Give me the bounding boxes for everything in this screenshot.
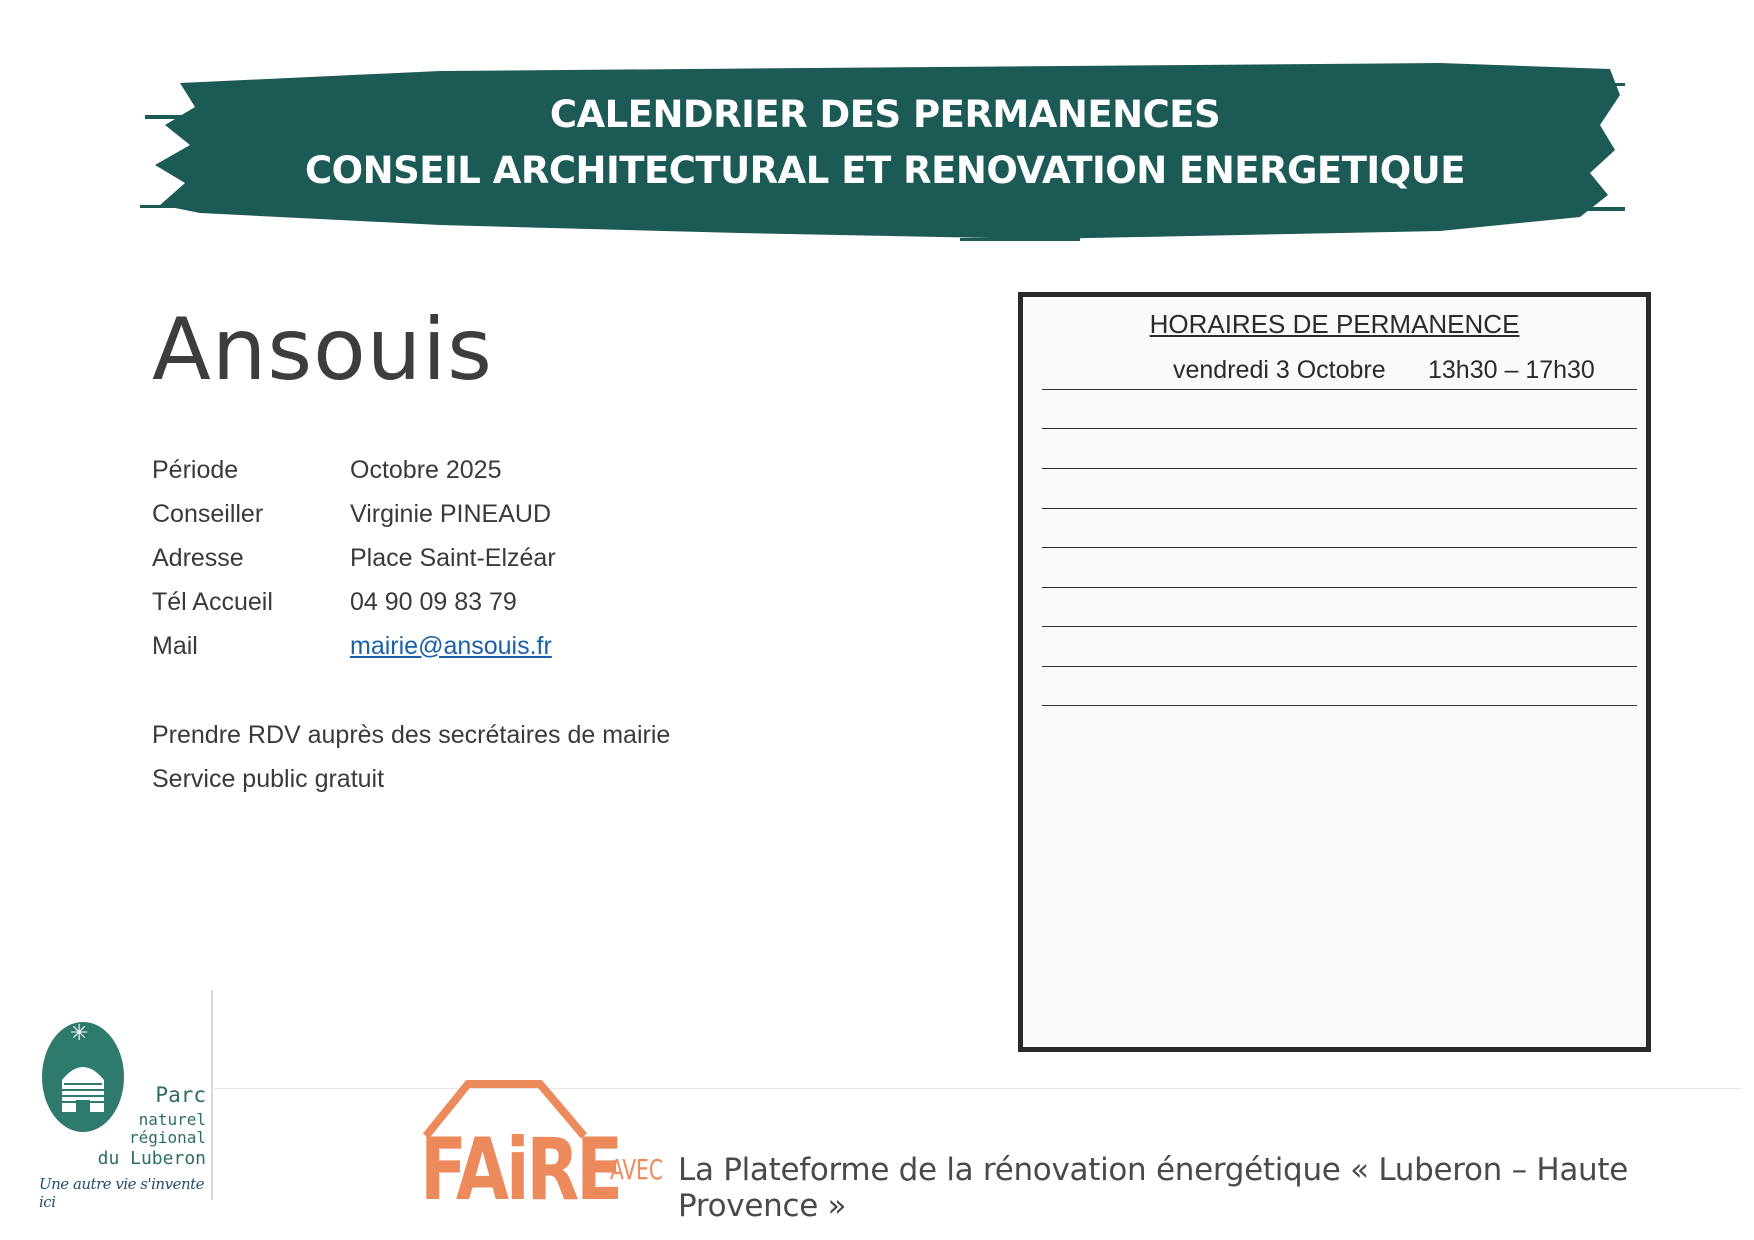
email-link[interactable]: mairie@ansouis.fr <box>350 631 552 660</box>
info-label: Mail <box>152 631 198 660</box>
info-row-adresse <box>152 536 556 580</box>
schedule-row-empty <box>1042 510 1637 548</box>
info-table <box>152 448 556 668</box>
info-value: Octobre 2025 <box>350 455 502 484</box>
info-row-conseiller <box>152 492 556 536</box>
platform-text: La Plateforme de la rénovation énergétique « Luberon – Haute Provence » <box>678 1152 1629 1224</box>
parc-luberon-logo <box>36 1012 206 1211</box>
schedule-row <box>1042 352 1637 390</box>
parc-luberon-logo-icon <box>40 1012 130 1132</box>
avec-label: AVEC <box>610 1153 663 1186</box>
footer-vertical-divider <box>211 990 213 1200</box>
info-label: Période <box>152 455 239 484</box>
schedule-box <box>1018 292 1651 1052</box>
schedule-row-empty <box>1042 629 1637 667</box>
header-banner <box>140 55 1630 245</box>
schedule-time: 13h30 – 17h30 <box>1428 356 1595 384</box>
info-row-tel <box>152 580 556 624</box>
info-value: Place Saint-Elzéar <box>350 543 556 572</box>
schedule-row-empty <box>1042 471 1637 509</box>
info-label: Adresse <box>152 543 244 572</box>
city-name: Ansouis <box>152 300 493 400</box>
banner-title-line-2: CONSEIL ARCHITECTURAL ET RENOVATION ENERGETIQUE <box>305 149 1465 192</box>
schedule-row-empty <box>1042 589 1637 627</box>
parc-text-2: naturel <box>138 1110 206 1129</box>
schedule-title: HORAIRES DE PERMANENCE <box>1149 309 1520 339</box>
info-row-mail <box>152 624 556 668</box>
note-rdv: Prendre RDV auprès des secrétaires de mairie <box>152 720 671 749</box>
schedule-row-empty <box>1042 391 1637 429</box>
parc-text-4: du Luberon <box>97 1148 206 1169</box>
parc-text-3: régional <box>128 1128 206 1147</box>
schedule-row-empty <box>1042 550 1637 588</box>
banner-title-line-1: CALENDRIER DES PERMANENCES <box>549 93 1221 136</box>
parc-tagline: Une autre vie s'invente ici <box>39 1175 205 1211</box>
note-service: Service public gratuit <box>152 764 385 793</box>
svg-text:✳: ✳ <box>70 1021 89 1046</box>
info-label: Tél Accueil <box>152 587 273 616</box>
faire-logo <box>420 1078 620 1220</box>
info-row-periode <box>152 448 556 492</box>
notes <box>152 713 670 801</box>
faire-logo-text: FAiRE <box>420 1120 620 1220</box>
info-label: Conseiller <box>152 499 264 528</box>
schedule-row-empty <box>1042 668 1637 706</box>
info-value: 04 90 09 83 79 <box>350 587 517 616</box>
info-value: Virginie PINEAUD <box>350 499 552 528</box>
parc-text-1: Parc <box>155 1083 206 1107</box>
schedule-row-empty <box>1042 431 1637 469</box>
schedule-day: vendredi 3 Octobre <box>1173 356 1386 384</box>
